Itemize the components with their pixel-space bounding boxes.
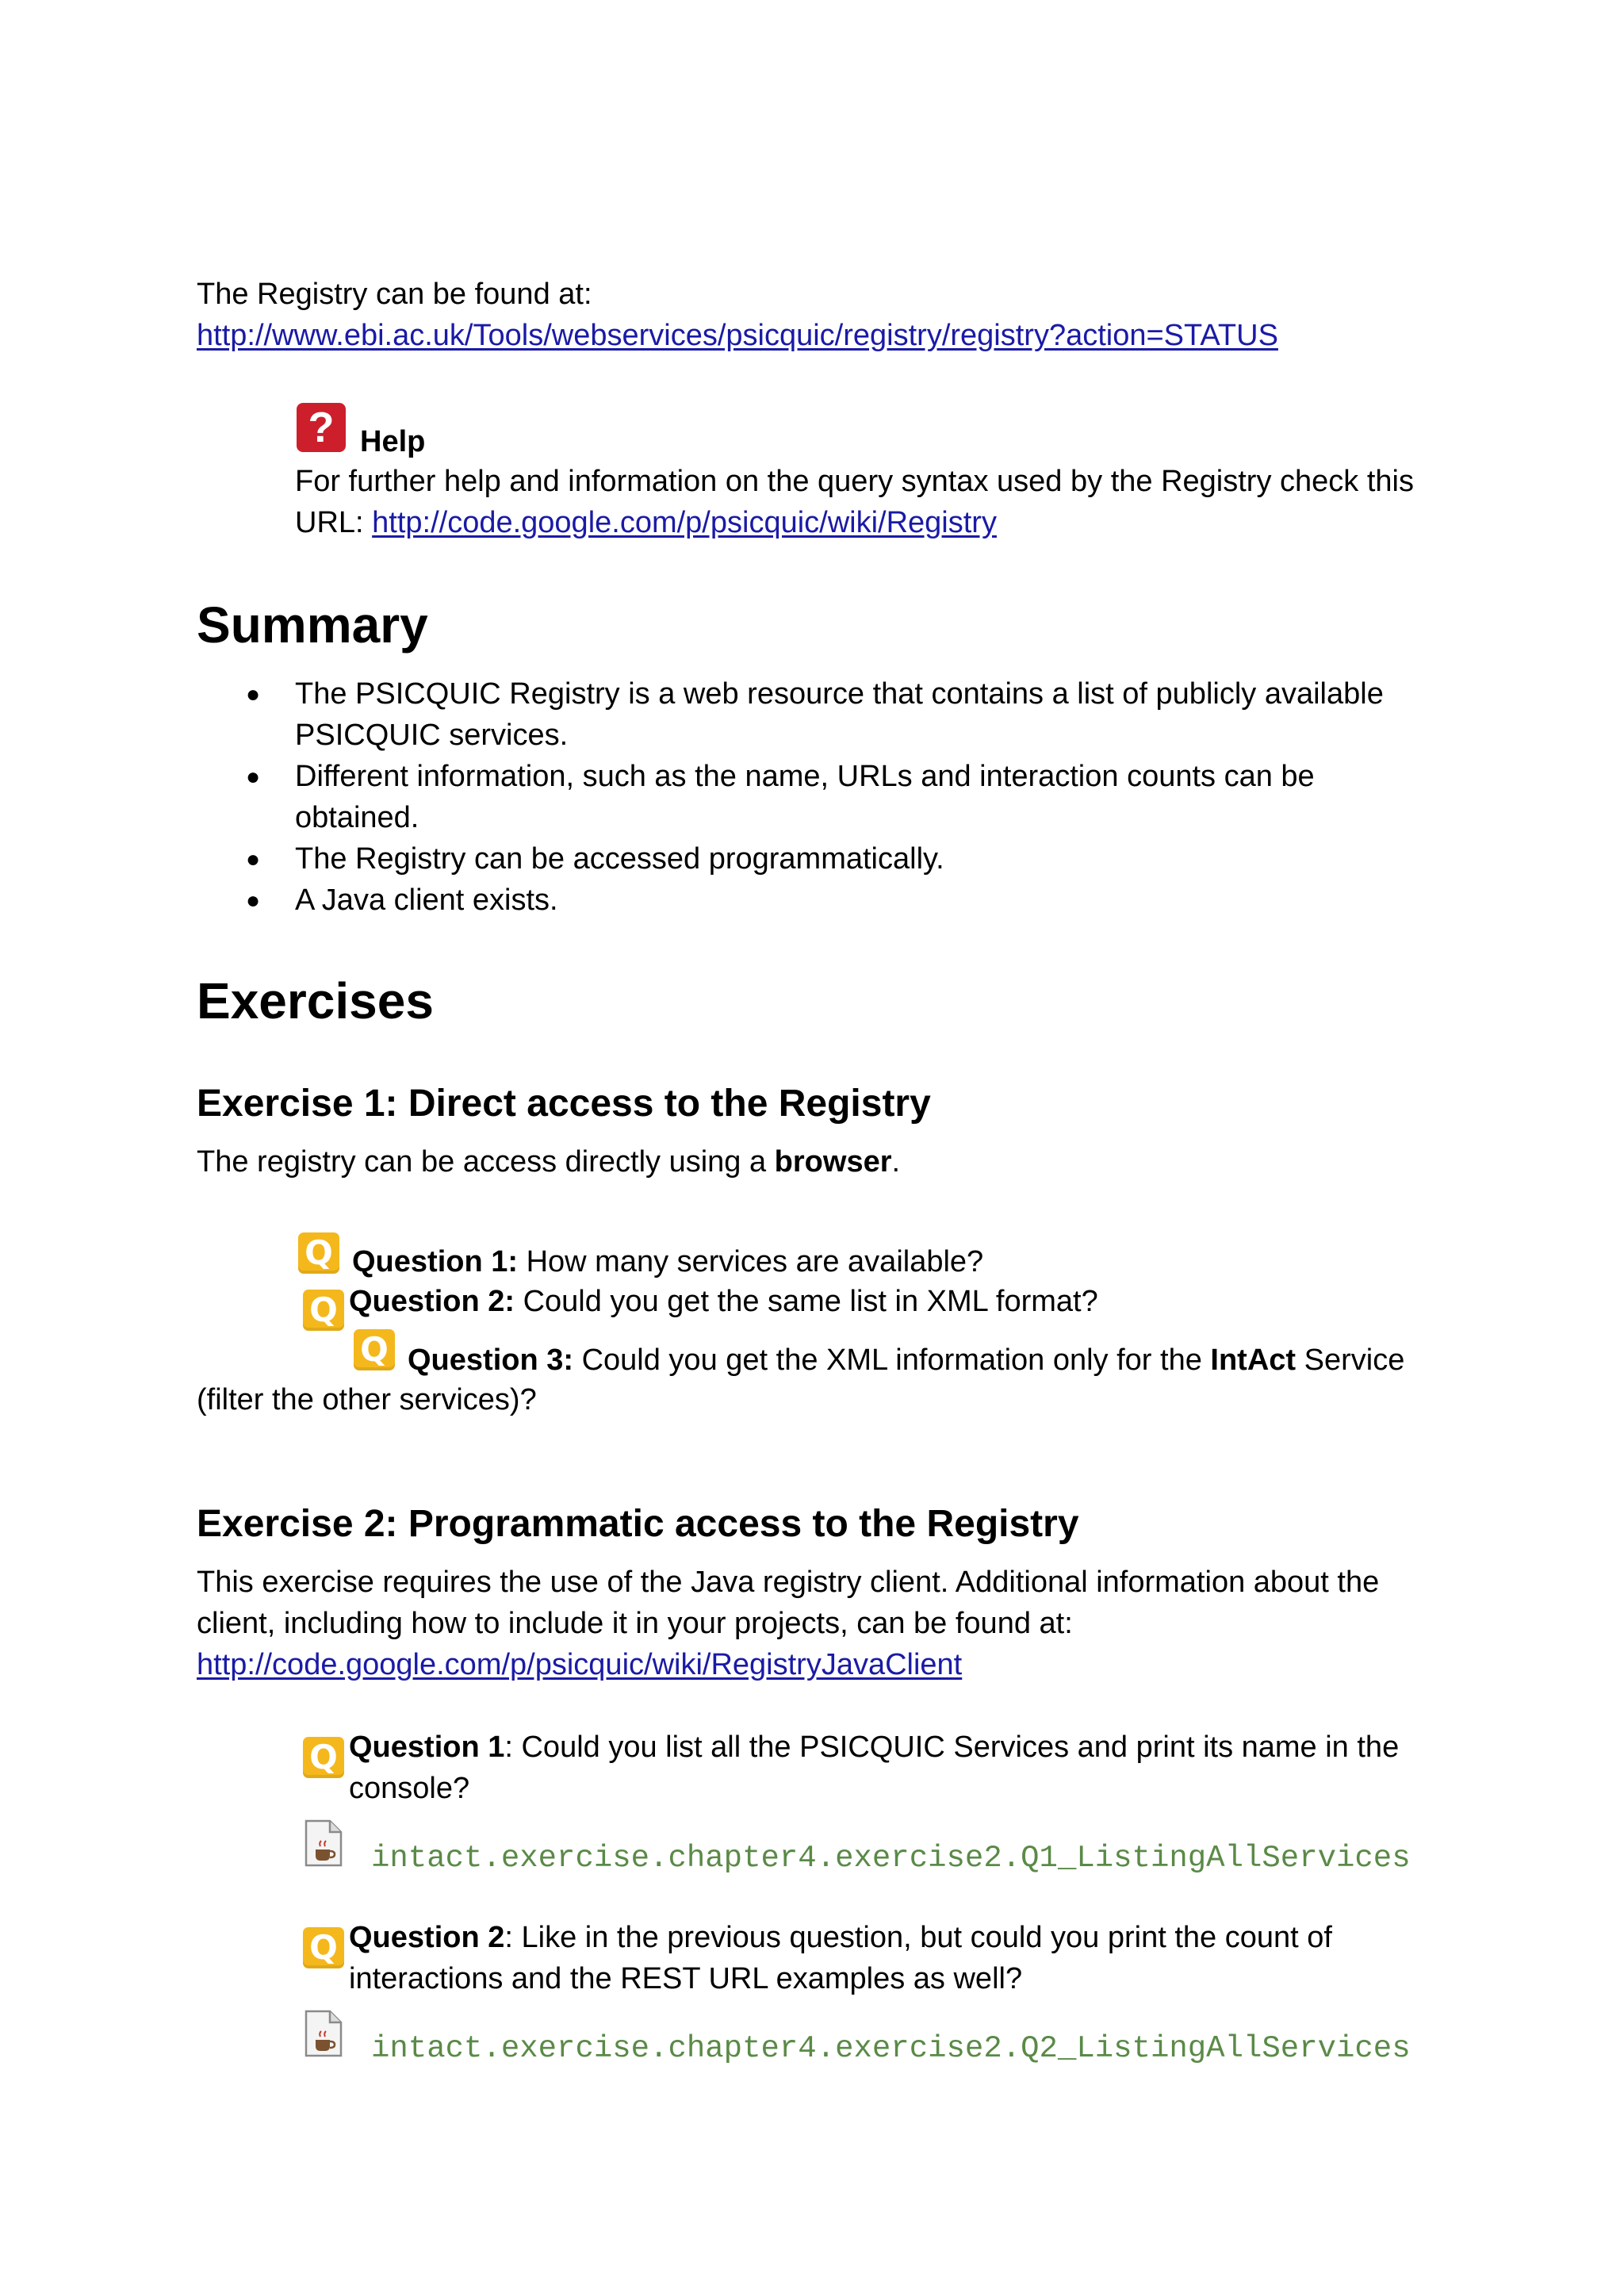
java-file-icon	[301, 2010, 344, 2059]
bullet-marker: ●	[246, 887, 261, 914]
exercise1-intro: The registry can be access directly using a browser.	[197, 1145, 901, 1179]
exercise2-intro: This exercise requires the use of the Java registry client. Additional information about the	[197, 1566, 1380, 1599]
exercise2-question2: Question 2: Like in the previous question, but could you print the count of	[349, 1921, 1332, 1954]
question-icon: Q	[303, 1290, 344, 1331]
summary-bullet-3: The Registry can be accessed programmatically.	[295, 842, 944, 876]
summary-bullet-1: The PSICQUIC Registry is a web resource that contains a list of publicly available	[295, 677, 1384, 711]
exercise2-question1-cont: console?	[349, 1772, 470, 1805]
exercise2-question1: Question 1: Could you list all the PSICQUIC Services and print its name in the	[349, 1731, 1400, 1764]
exercise2-question2-cont: interactions and the REST URL examples as well?	[349, 1962, 1023, 1995]
registry-wiki-link[interactable]: http://code.google.com/p/psicquic/wiki/Registry	[372, 506, 997, 539]
java-file-icon	[301, 1819, 344, 1869]
summary-heading: Summary	[197, 596, 428, 654]
registry-java-client-link[interactable]: http://code.google.com/p/psicquic/wiki/RegistryJavaClient	[197, 1648, 963, 1681]
exercise1-question3: Question 3: Could you get the XML information only for the IntAct Service	[408, 1343, 1405, 1377]
intro-text: The Registry can be found at:	[197, 278, 592, 311]
exercise2-q1-class: intact.exercise.chapter4.exercise2.Q1_ListingAllServices	[371, 1841, 1411, 1876]
bullet-marker: ●	[246, 764, 261, 790]
bullet-marker: ●	[246, 681, 261, 707]
summary-bullet-4: A Java client exists.	[295, 884, 558, 917]
exercise2-q2-class: intact.exercise.chapter4.exercise2.Q2_ListingAllServices	[371, 2031, 1411, 2066]
exercise1-question3-cont: (filter the other services)?	[197, 1383, 537, 1416]
exercise2-intro-cont: client, including how to include it in your projects, can be found at:	[197, 1607, 1073, 1640]
exercises-heading: Exercises	[197, 972, 434, 1029]
bullet-marker: ●	[246, 846, 261, 872]
question-icon: Q	[303, 1927, 344, 1968]
exercise2-heading: Exercise 2: Programmatic access to the Registry	[197, 1503, 1079, 1545]
registry-status-link[interactable]: http://www.ebi.ac.uk/Tools/webservices/psicquic/registry/registry?action=STATUS	[197, 319, 1278, 352]
summary-bullet-2-cont: obtained.	[295, 801, 419, 834]
help-title: Help	[360, 425, 426, 458]
exercise1-question2: Question 2: Could you get the same list in XML format?	[349, 1285, 1098, 1318]
summary-bullet-2: Different information, such as the name, URLs and interaction counts can be	[295, 760, 1315, 793]
question-icon: Q	[303, 1737, 344, 1778]
exercise1-heading: Exercise 1: Direct access to the Registry	[197, 1083, 931, 1125]
question-icon: Q	[298, 1232, 339, 1274]
question-icon: Q	[354, 1329, 395, 1370]
exercise1-question1: Question 1: How many services are available?	[352, 1245, 984, 1278]
help-text: For further help and information on the query syntax used by the Registry check this	[295, 465, 1414, 498]
summary-bullet-1-cont: PSICQUIC services.	[295, 719, 569, 752]
help-text-line2: URL: http://code.google.com/p/psicquic/wiki/Registry	[295, 506, 997, 539]
question-mark-icon: ?	[297, 403, 346, 452]
